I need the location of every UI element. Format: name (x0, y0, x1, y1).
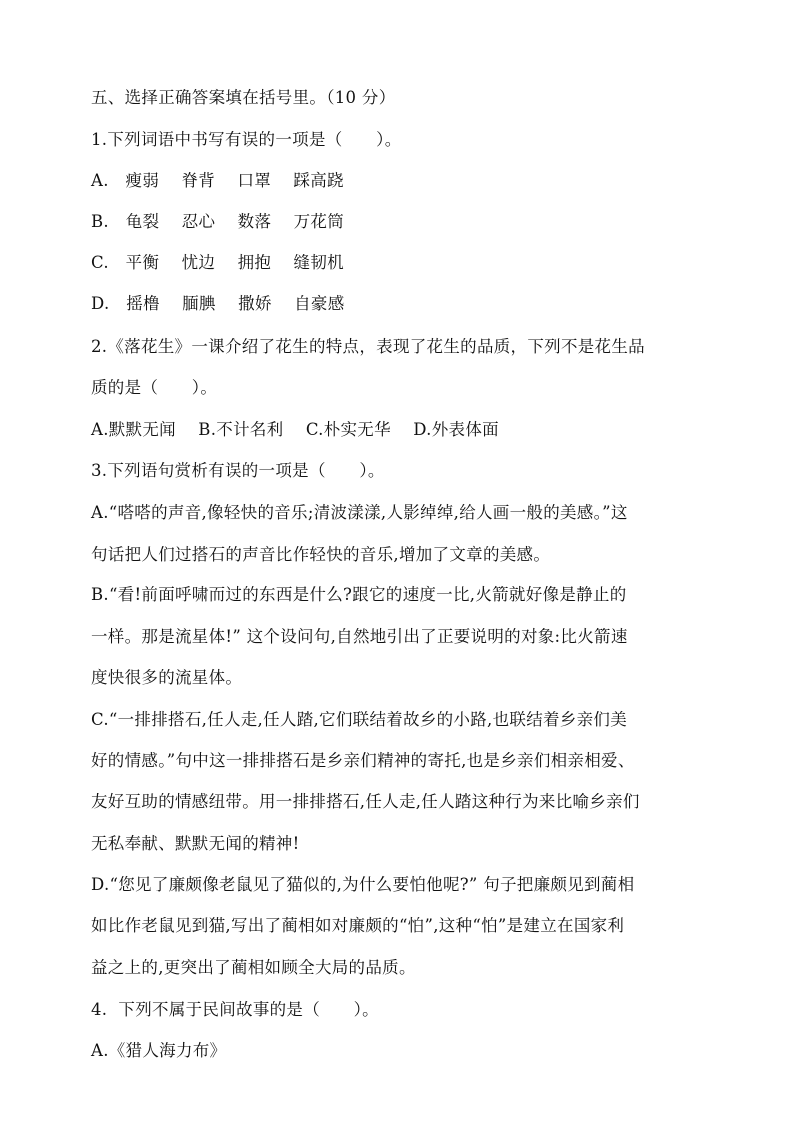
question-3-option-b-line-1: B.“看!前面呼啸而过的东西是什么?跟它的速度一比,火箭就好像是静止的 (91, 585, 627, 604)
question-3-option-d-line-1: D.“您见了廉颇像老鼠见了猫似的,为什么要怕他呢?” 句子把廉颇见到蔺相 (91, 875, 635, 894)
question-1-option-a: A. 瘦弱 脊背 口罩 踩高跷 (91, 171, 344, 190)
question-1-option-b: B. 龟裂 忍心 数落 万花筒 (91, 212, 345, 231)
question-2-options: A.默默无闻 B.不计名利 C.朴实无华 D.外表体面 (91, 420, 499, 439)
question-3-stem: 3.下列语句赏析有误的一项是（ ）。 (91, 461, 385, 480)
question-3-option-a-line-1: A.“嗒嗒的声音,像轻快的音乐;清波漾漾,人影绰绰,给人画一般的美感。”这 (91, 503, 628, 522)
question-2-stem-line-2: 质的是（ ）。 (91, 378, 218, 397)
question-3-option-c-line-1: C.“一排排搭石,任人走,任人踏,它们联结着故乡的小路,也联结着乡亲们美 (91, 710, 627, 729)
question-3-option-c-line-2: 好的情感。”句中这一排排搭石是乡亲们精神的寄托,也是乡亲们相亲相爱、 (91, 751, 635, 770)
question-3-option-d-line-2: 如比作老鼠见到猫,写出了蔺相如对廉颇的“怕”,这种“怕”是建立在国家利 (91, 916, 625, 935)
question-3-option-a-line-2: 句话把人们过搭石的声音比作轻快的音乐,增加了文章的美感。 (91, 545, 551, 564)
question-1-option-c: C. 平衡 忧边 拥抱 缝韧机 (91, 253, 344, 272)
section-title: 五、选择正确答案填在括号里。（10 分） (91, 88, 396, 107)
question-3-option-b-line-2: 一样。那是流星体!” 这个设问句,自然地引出了正要说明的对象:比火箭速 (91, 627, 628, 646)
question-1-option-d: D. 摇橹 腼腆 撒娇 自豪感 (91, 294, 345, 313)
question-2-stem-line-1: 2.《落花生》一课介绍了花生的特点，表现了花生的品质，下列不是花生品 (91, 337, 645, 356)
question-3-option-b-line-3: 度快很多的流星体。 (91, 668, 243, 687)
question-1-stem: 1.下列词语中书写有误的一项是（ ）。 (91, 130, 402, 149)
question-3-option-c-line-3: 友好互助的情感纽带。用一排排搭石,任人走,任人踏这种行为来比喻乡亲们 (91, 792, 640, 811)
question-4-stem: 4. 下列不属于民间故事的是（ ）。 (91, 1000, 379, 1019)
question-4-option-a: A.《猎人海力布》 (91, 1041, 227, 1060)
question-3-option-d-line-3: 益之上的,更突出了蔺相如顾全大局的品质。 (91, 958, 416, 977)
question-3-option-c-line-4: 无私奉献、默默无闻的精神! (91, 834, 300, 853)
